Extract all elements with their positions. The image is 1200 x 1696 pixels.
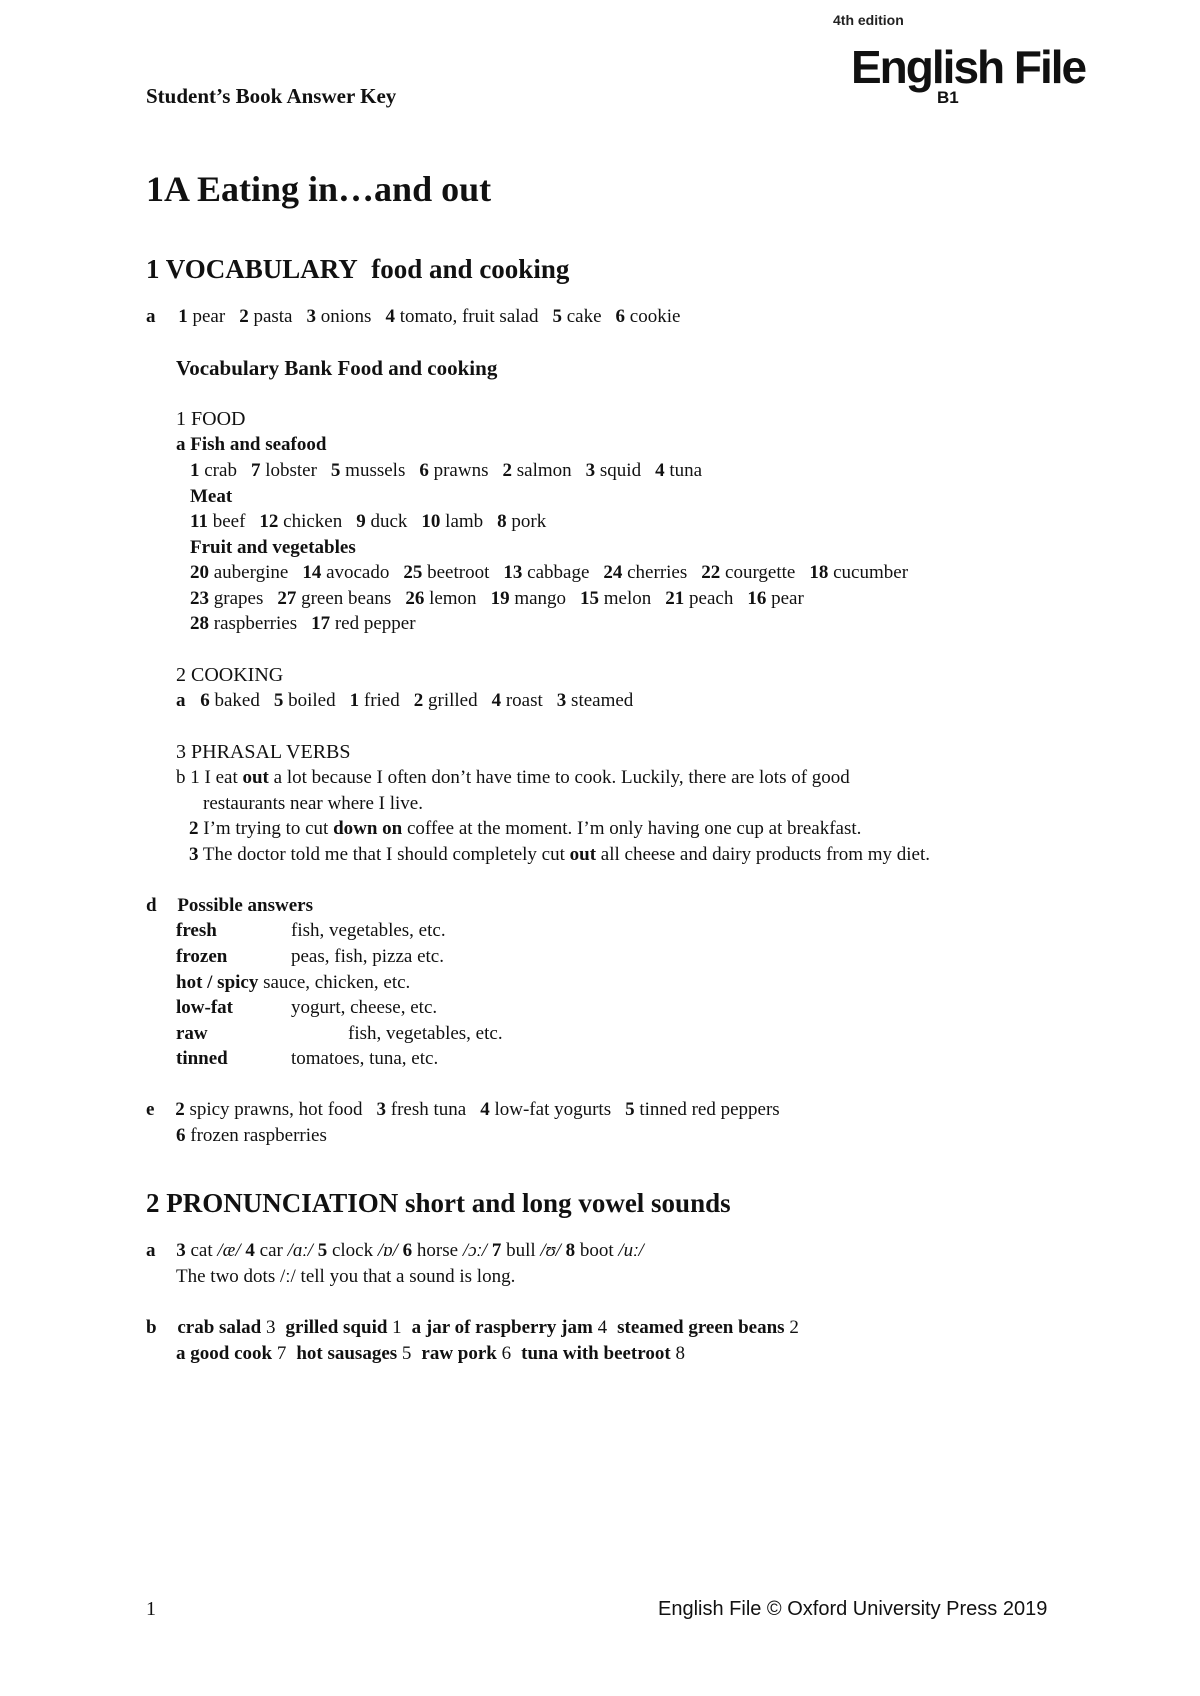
phonetic-symbol: /ɑː/ — [287, 1240, 313, 1261]
answer-item — [200, 690, 260, 711]
answer-item — [190, 511, 245, 532]
item-letter: e — [146, 1099, 155, 1120]
adjective-examples: tomatoes, tuna, etc. — [291, 1048, 439, 1069]
adjective-word: tinned — [176, 1048, 228, 1069]
answer-word: boiled — [288, 690, 336, 711]
answer-word: tomato, fruit salad — [399, 306, 539, 327]
answer-word: melon — [603, 588, 652, 609]
answer-word: cat — [190, 1240, 213, 1261]
item-letter: a — [146, 1240, 156, 1261]
answer-number: 24 — [603, 562, 623, 583]
answer-word: duck — [370, 511, 408, 532]
answer-item — [259, 511, 342, 532]
answer-item — [503, 562, 589, 583]
answer-item — [245, 1240, 317, 1261]
answer-item — [503, 460, 572, 481]
answer-word: tuna — [669, 460, 703, 481]
page-number: 1 — [146, 1598, 156, 1620]
answer-word: cucumber — [833, 562, 909, 583]
sentence-text: The doctor told me that I should completely cut — [202, 844, 570, 865]
answer-item — [277, 588, 391, 609]
answer-word: pork — [511, 511, 547, 532]
answer-item — [311, 613, 415, 634]
answer-word: aubergine — [213, 562, 289, 583]
pron-a-answers — [146, 1240, 644, 1262]
vocab-a-answers — [146, 306, 694, 328]
answer-number: 7 — [276, 1343, 287, 1364]
sentence-text: I’m trying to cut — [203, 818, 334, 839]
answer-item — [190, 460, 237, 481]
answer-number: 2 — [789, 1317, 799, 1338]
answer-number: 6 — [402, 1240, 413, 1261]
answer-number: 9 — [356, 511, 366, 532]
answer-item — [190, 562, 288, 583]
answer-number: 3 — [306, 306, 316, 327]
answer-item — [414, 690, 478, 711]
answer-word: fried — [363, 690, 400, 711]
answer-word: salmon — [516, 460, 572, 481]
answer-number: 5 — [625, 1099, 635, 1120]
answer-item — [497, 511, 546, 532]
possible-answers-label: Possible answers — [177, 895, 313, 916]
answer-item — [655, 460, 702, 481]
answer-item — [302, 562, 389, 583]
answer-number: 6 — [501, 1343, 512, 1364]
edition-label: 4th edition — [833, 12, 904, 28]
answer-item — [625, 1099, 780, 1120]
answer-word: low-fat yogurts — [494, 1099, 612, 1120]
pronunciation-heading — [146, 1188, 731, 1219]
sentence-text: I eat — [204, 767, 243, 788]
adjective-word: hot / spicy — [176, 972, 259, 993]
answer-number: 28 — [190, 613, 209, 634]
adjective-row — [176, 972, 410, 994]
answer-item — [176, 1125, 327, 1146]
answer-number: 8 — [565, 1240, 576, 1261]
answer-word: squid — [599, 460, 642, 481]
answer-number: 2 — [175, 1099, 185, 1120]
answer-number: 12 — [259, 511, 279, 532]
answer-number: 3 — [585, 460, 596, 481]
phonetic-symbol: /uː/ — [618, 1240, 644, 1261]
answer-item — [318, 1240, 403, 1261]
answer-list — [178, 306, 694, 327]
answer-word: baked — [214, 690, 260, 711]
answer-item — [809, 562, 908, 583]
meat-answers — [190, 511, 560, 533]
adjective-row — [176, 1048, 438, 1070]
answer-word: onions — [320, 306, 372, 327]
item-letter: a — [146, 306, 156, 327]
adjective-word: raw — [176, 1023, 208, 1044]
answer-number: 19 — [490, 588, 510, 609]
answer-word: car — [259, 1240, 283, 1261]
answer-phrase: tuna with beetroot — [521, 1343, 671, 1364]
vocab-d-title — [146, 895, 313, 917]
answer-item — [356, 511, 407, 532]
answer-number: 15 — [580, 588, 600, 609]
answer-number: 26 — [405, 588, 425, 609]
answer-number: 3 — [376, 1099, 387, 1120]
answer-word: clock — [331, 1240, 374, 1261]
answer-number: 4 — [491, 690, 502, 711]
fruit-answers-line3 — [190, 613, 430, 635]
answer-item — [274, 690, 336, 711]
answer-number: 3 — [176, 1240, 186, 1261]
adjective-word: low-fat — [176, 997, 233, 1018]
answer-number: 8 — [675, 1343, 685, 1364]
answer-item — [552, 306, 601, 327]
sentence-text: a lot because I often don’t have time to cook. Luckily, there are lots of good — [268, 767, 850, 788]
answer-number: 25 — [403, 562, 423, 583]
item-letter: b — [146, 1317, 157, 1338]
answer-list — [177, 1317, 808, 1338]
phrasal-sentence-3 — [189, 844, 930, 866]
answer-item — [190, 588, 263, 609]
answer-word: horse — [416, 1240, 459, 1261]
sentence-text: coffee at the moment. I’m only having one cup at breakfast. — [402, 818, 862, 839]
english-file-logo: English File — [851, 41, 1086, 93]
item-letter: d — [146, 895, 157, 916]
sentence-answer: down on — [333, 818, 403, 839]
phrasal-sentence-1 — [176, 767, 850, 789]
answer-word: red pepper — [334, 613, 416, 634]
answer-word: cake — [566, 306, 602, 327]
adjective-row — [176, 1023, 503, 1045]
sentence-answer: out — [242, 767, 269, 788]
answer-number: 11 — [190, 511, 208, 532]
answer-item — [701, 562, 795, 583]
answer-phrase: crab salad — [177, 1317, 262, 1338]
adjective-row — [176, 997, 437, 1019]
answer-word: boot — [579, 1240, 614, 1261]
answer-item — [403, 562, 489, 583]
phrasal-sentence-2 — [189, 818, 861, 840]
answer-item — [617, 1317, 799, 1338]
answer-item — [251, 460, 317, 481]
answer-number: 6 — [200, 690, 210, 711]
answer-word: frozen raspberries — [190, 1125, 327, 1146]
answer-word: crab — [204, 460, 237, 481]
answer-item — [286, 1317, 402, 1338]
fruit-answers-line2 — [190, 588, 818, 610]
answer-word: roast — [505, 690, 543, 711]
pron-b-line2 — [176, 1343, 695, 1365]
phrasal-verbs-heading: 3 PHRASAL VERBS — [176, 741, 351, 763]
sentence-number: 3 — [189, 844, 199, 865]
answer-number: 5 — [273, 690, 284, 711]
answer-number: 6 — [419, 460, 429, 481]
answer-item — [178, 306, 225, 327]
answer-number: 4 — [245, 1240, 255, 1261]
answer-item — [296, 1343, 411, 1364]
adjective-examples: sauce, chicken, etc. — [263, 972, 411, 993]
phrasal-sentence-1-cont: restaurants near where I live. — [203, 793, 423, 814]
answer-number: 5 — [330, 460, 341, 481]
answer-number: 27 — [277, 588, 297, 609]
answer-number: 17 — [311, 613, 331, 634]
answer-item — [385, 306, 538, 327]
phonetic-symbol: /æ/ — [217, 1240, 241, 1261]
answer-phrase: grilled squid — [285, 1317, 388, 1338]
answer-item — [177, 1317, 275, 1338]
adjective-examples: yogurt, cheese, etc. — [291, 997, 438, 1018]
answer-word: lemon — [429, 588, 477, 609]
level-label: B1 — [937, 88, 959, 107]
food-heading: 1 FOOD — [176, 408, 246, 430]
document-label: Student’s Book Answer Key — [146, 84, 397, 108]
answer-word: cookie — [629, 306, 681, 327]
pronunciation-heading-label: 2 PRONUNCIATION — [146, 1188, 399, 1218]
fish-label: a Fish and seafood — [176, 434, 327, 455]
answer-item — [603, 562, 687, 583]
pron-a-note: The two dots /ː/ tell you that a sound is long. — [176, 1266, 516, 1287]
adjective-row — [176, 920, 446, 942]
answer-item — [480, 1099, 611, 1120]
vocab-e-line2 — [176, 1125, 341, 1147]
answer-number: 20 — [190, 562, 209, 583]
answer-word: lamb — [445, 511, 484, 532]
answer-number: 4 — [480, 1099, 490, 1120]
answer-item — [665, 588, 733, 609]
answer-word: beetroot — [427, 562, 490, 583]
phonetic-symbol: /ʊ/ — [540, 1240, 561, 1261]
phonetic-symbol: /ɒ/ — [377, 1240, 398, 1261]
answer-word: avocado — [326, 562, 390, 583]
cooking-answers — [176, 690, 647, 712]
answer-item — [350, 690, 400, 711]
answer-item — [521, 1343, 685, 1364]
answer-phrase: raw pork — [421, 1343, 497, 1364]
item-letter: a — [176, 690, 186, 711]
adjective-examples: fish, vegetables, etc. — [291, 920, 446, 941]
answer-word: steamed — [571, 690, 634, 711]
answer-number: 2 — [413, 690, 424, 711]
answer-number: 7 — [491, 1240, 502, 1261]
fish-answers — [190, 460, 716, 482]
answer-number: 18 — [809, 562, 829, 583]
answer-item — [331, 460, 405, 481]
answer-item — [403, 1240, 492, 1261]
answer-item — [580, 588, 651, 609]
answer-number: 1 — [178, 306, 188, 327]
answer-list — [176, 1240, 643, 1261]
answer-number: 7 — [250, 460, 261, 481]
page-title: 1A Eating in…and out — [146, 169, 492, 209]
answer-item — [557, 690, 634, 711]
answer-item — [421, 511, 483, 532]
answer-word: cherries — [627, 562, 688, 583]
answer-number: 2 — [239, 306, 249, 327]
answer-word: pasta — [253, 306, 293, 327]
answer-number: 1 — [349, 690, 360, 711]
answer-number: 14 — [302, 562, 322, 583]
answer-item — [175, 1099, 362, 1120]
answer-word: mango — [514, 588, 567, 609]
answer-number: 4 — [597, 1317, 608, 1338]
vocabulary-heading — [146, 254, 569, 285]
sentence-answer: out — [569, 844, 597, 865]
answer-number: 10 — [421, 511, 441, 532]
answer-item — [176, 1240, 245, 1261]
answer-item — [421, 1343, 511, 1364]
answer-number: 5 — [552, 306, 562, 327]
answer-number: 3 — [556, 690, 567, 711]
answer-item — [586, 460, 641, 481]
adjective-examples: peas, fish, pizza etc. — [291, 946, 444, 967]
answer-item — [566, 1240, 644, 1261]
answer-word: beef — [212, 511, 246, 532]
answer-item — [747, 588, 803, 609]
answer-item — [176, 1343, 286, 1364]
answer-item — [239, 306, 292, 327]
adjective-word: frozen — [176, 946, 228, 967]
answer-word: grilled — [428, 690, 478, 711]
answer-number: 23 — [190, 588, 209, 609]
answer-phrase: a jar of raspberry jam — [411, 1317, 593, 1338]
answer-list — [200, 690, 647, 711]
answer-number: 1 — [392, 1317, 402, 1338]
answer-word: raspberries — [213, 613, 298, 634]
answer-word: pear — [771, 588, 804, 609]
answer-item — [492, 690, 543, 711]
answer-word: spicy prawns, hot food — [189, 1099, 363, 1120]
phonetic-symbol: /ɔː/ — [462, 1240, 488, 1261]
cooking-heading: 2 COOKING — [176, 664, 284, 686]
answer-list — [175, 1099, 794, 1120]
answer-number: 6 — [615, 306, 626, 327]
answer-number: 2 — [502, 460, 512, 481]
copyright: English File © Oxford University Press 2019 — [658, 1598, 1048, 1620]
answer-number: 6 — [176, 1125, 186, 1146]
answer-word: prawns — [433, 460, 489, 481]
answer-number: 21 — [665, 588, 685, 609]
adjective-word: fresh — [176, 920, 217, 941]
answer-item — [405, 588, 476, 609]
fruit-label: Fruit and vegetables — [190, 537, 356, 558]
answer-word: green beans — [301, 588, 392, 609]
meat-label: Meat — [190, 486, 233, 507]
vocabulary-heading-label: 1 VOCABULARY — [146, 254, 358, 284]
answer-word: tinned red peppers — [639, 1099, 780, 1120]
answer-item — [307, 306, 372, 327]
answer-phrase: hot sausages — [296, 1343, 398, 1364]
pronunciation-heading-topic: short and long vowel sounds — [405, 1188, 731, 1218]
answer-phrase: a good cook — [176, 1343, 273, 1364]
sentence-text: all cheese and dairy products from my diet. — [596, 844, 931, 865]
answer-item — [412, 1317, 607, 1338]
fruit-answers-line1 — [190, 562, 922, 584]
answer-number: 4 — [655, 460, 665, 481]
answer-item — [377, 1099, 467, 1120]
answer-word: mussels — [345, 460, 406, 481]
answer-item — [190, 613, 297, 634]
answer-number: 22 — [701, 562, 721, 583]
sentence-number: b 1 — [176, 767, 200, 788]
pron-b-line1 — [146, 1317, 809, 1339]
adjective-examples: fish, vegetables, etc. — [348, 1023, 503, 1044]
answer-number: 5 — [317, 1240, 328, 1261]
answer-item — [492, 1240, 566, 1261]
answer-word: courgette — [725, 562, 796, 583]
answer-word: grapes — [213, 588, 264, 609]
vocabulary-bank-title: Vocabulary Bank Food and cooking — [176, 356, 498, 380]
vocab-e-line1 — [146, 1099, 794, 1121]
answer-number: 1 — [190, 460, 200, 481]
answer-word: peach — [689, 588, 734, 609]
vocabulary-heading-topic: food and cooking — [371, 254, 570, 284]
answer-item — [419, 460, 488, 481]
answer-item — [491, 588, 566, 609]
answer-number: 3 — [266, 1317, 276, 1338]
answer-word: cabbage — [527, 562, 590, 583]
answer-word: fresh tuna — [390, 1099, 467, 1120]
answer-item — [616, 306, 681, 327]
sentence-number: 2 — [189, 818, 199, 839]
answer-number: 5 — [401, 1343, 412, 1364]
answer-phrase: steamed green beans — [617, 1317, 785, 1338]
answer-number: 8 — [497, 511, 507, 532]
answer-word: chicken — [283, 511, 343, 532]
answer-number: 16 — [747, 588, 767, 609]
answer-word: bull — [506, 1240, 536, 1261]
answer-word: lobster — [265, 460, 317, 481]
answer-number: 4 — [385, 306, 395, 327]
adjective-row — [176, 946, 444, 968]
answer-number: 13 — [503, 562, 523, 583]
answer-word: pear — [192, 306, 226, 327]
